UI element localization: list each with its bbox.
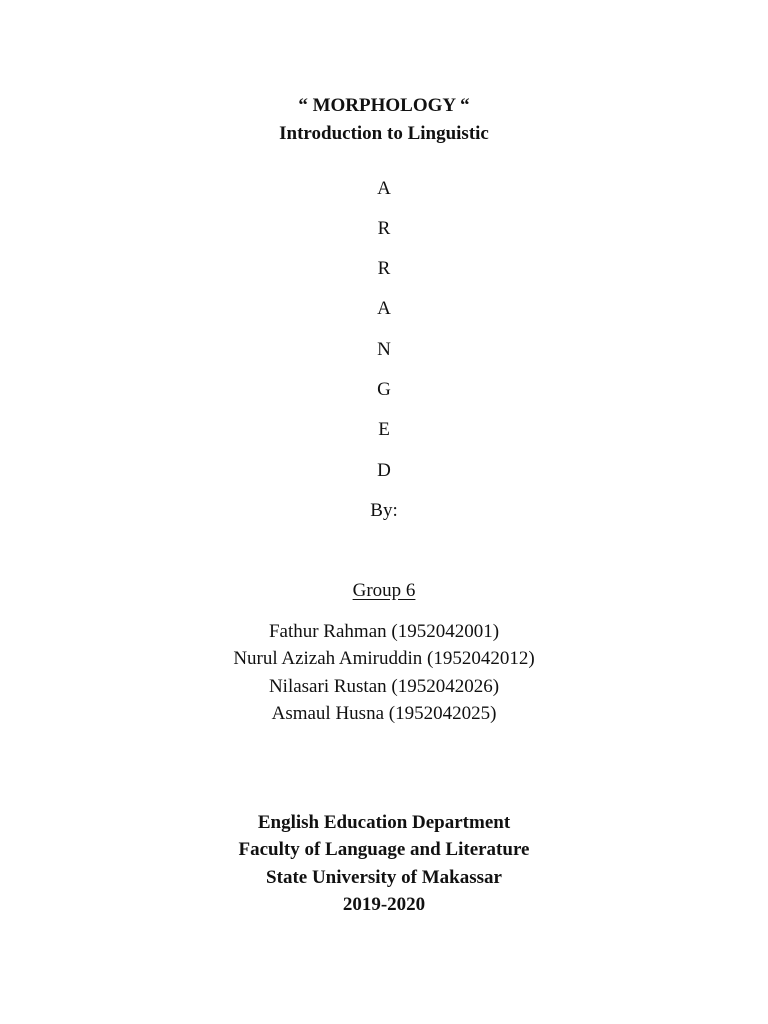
arranged-letter: E (378, 419, 390, 440)
arranged-letter: G (377, 379, 391, 400)
document-title: “ MORPHOLOGY “ (298, 95, 470, 116)
university-name: State University of Makassar (266, 867, 502, 888)
member-item: Asmaul Husna (1952042025) (271, 703, 497, 724)
arranged-letter: A (377, 298, 391, 319)
member-item: Nurul Azizah Amiruddin (1952042012) (233, 648, 535, 669)
group-label: Group 6 (352, 580, 416, 601)
group-heading (0, 581, 768, 600)
member-item: Nilasari Rustan (1952042026) (268, 676, 500, 697)
arranged-letter: R (377, 218, 391, 239)
arranged-letter: N (377, 339, 391, 360)
arranged-letter: R (377, 258, 391, 279)
arranged-letter: A (377, 178, 391, 199)
department-name: English Education Department (257, 812, 511, 833)
faculty-name: Faculty of Language and Literature (238, 839, 530, 860)
arranged-letter: D (377, 460, 391, 481)
member-item: Fathur Rahman (1952042001) (268, 621, 500, 642)
document-subtitle: Introduction to Linguistic (279, 123, 489, 144)
academic-year: 2019-2020 (342, 894, 426, 915)
by-label: By: (370, 500, 398, 521)
